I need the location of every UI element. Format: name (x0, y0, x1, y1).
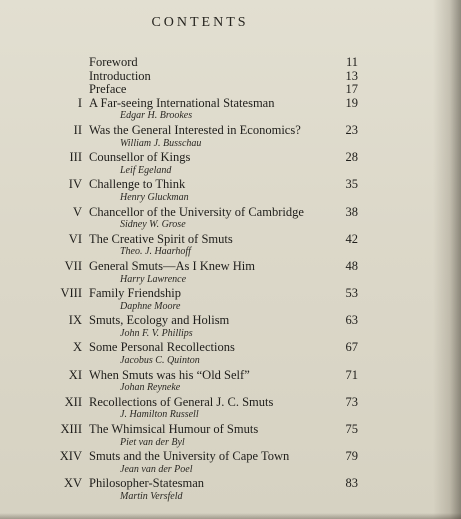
chapter-title: The Creative Spirit of Smuts (89, 231, 233, 246)
chapter-page-number: 48 (345, 258, 358, 273)
chapter-number: XII (64, 394, 82, 409)
binding-shadow (433, 0, 461, 519)
chapter-author: Jacobus C. Quinton (120, 355, 200, 367)
table-of-contents (0, 55, 461, 504)
chapter-author-line (0, 137, 461, 151)
chapter-entry (0, 205, 461, 219)
chapter-page-number: 83 (345, 476, 358, 491)
chapter-number: XI (68, 367, 82, 382)
page-bottom-edge (0, 513, 461, 519)
chapter-title: Smuts, Ecology and Holism (89, 313, 230, 328)
entry-page-number: 17 (345, 82, 358, 97)
chapter-author-line (0, 164, 461, 178)
chapter-entry (0, 476, 461, 490)
chapter-entry (0, 368, 461, 382)
chapter-number: VIII (60, 286, 82, 301)
chapter-title: Chancellor of the University of Cambridge (89, 204, 304, 219)
chapter-author: Leif Egeland (120, 164, 172, 176)
chapter-author-line (0, 191, 461, 205)
entry-title: Foreword (89, 55, 138, 69)
chapter-entry (0, 177, 461, 191)
chapter-author-line (0, 436, 461, 450)
chapter-author-line (0, 408, 461, 422)
chapter-page-number: 75 (345, 422, 358, 437)
chapter-number: XV (63, 476, 82, 491)
chapter-author: J. Hamilton Russell (120, 409, 199, 421)
chapter-author: John F. V. Phillips (120, 327, 193, 339)
chapter-author-line (0, 490, 461, 504)
chapter-page-number: 79 (345, 449, 358, 464)
chapter-entry (0, 96, 461, 110)
chapter-title: Some Personal Recollections (89, 340, 235, 355)
chapter-title: When Smuts was his “Old Self” (89, 367, 250, 382)
chapter-page-number: 73 (345, 394, 358, 409)
chapter-entry (0, 340, 461, 354)
chapter-author: William J. Busschau (120, 137, 202, 149)
chapter-author-line (0, 354, 461, 368)
chapter-number: VI (68, 231, 82, 246)
chapter-title: Smuts and the University of Cape Town (89, 449, 290, 464)
chapter-author-line (0, 273, 461, 287)
entry-page-number: 11 (345, 55, 358, 69)
chapter-page-number: 71 (345, 367, 358, 382)
chapter-author-line (0, 463, 461, 477)
chapter-entry (0, 286, 461, 300)
chapter-author: Daphne Moore (120, 300, 181, 312)
chapter-author: Harry Lawrence (120, 273, 187, 285)
chapter-title: Philosopher-Statesman (89, 476, 205, 491)
chapter-author: Sidney W. Grose (120, 219, 186, 231)
chapter-number: VII (64, 258, 82, 273)
chapter-page-number: 63 (345, 313, 358, 328)
chapter-author: Edgar H. Brookes (120, 110, 193, 122)
chapter-page-number: 23 (345, 122, 358, 137)
chapter-page-number: 67 (345, 340, 358, 355)
chapter-title: Recollections of General J. C. Smuts (89, 394, 274, 409)
chapter-page-number: 28 (345, 150, 358, 165)
chapter-title: General Smuts—As I Knew Him (89, 258, 255, 273)
chapter-page-number: 35 (345, 177, 358, 192)
chapter-entry (0, 123, 461, 137)
chapter-title: Family Friendship (89, 286, 182, 301)
chapter-title: Counsellor of Kings (89, 150, 191, 165)
front-matter-entry (0, 82, 461, 96)
chapter-number: V (72, 204, 82, 219)
chapter-title: Was the General Interested in Economics? (89, 122, 301, 137)
chapter-entry (0, 449, 461, 463)
chapter-author-line (0, 300, 461, 314)
front-matter-entry (0, 55, 461, 69)
chapter-page-number: 53 (345, 286, 358, 301)
chapter-number: X (72, 340, 82, 355)
chapter-author: Henry Gluckman (120, 191, 189, 203)
chapter-entry (0, 150, 461, 164)
chapter-author: Theo. J. Haarhoff (120, 246, 191, 258)
chapter-author-line (0, 381, 461, 395)
chapter-title: The Whimsical Humour of Smuts (89, 422, 259, 437)
chapter-entry (0, 422, 461, 436)
chapter-author: Martin Versfeld (120, 491, 183, 502)
front-matter-entry (0, 69, 461, 83)
entry-title: Introduction (89, 68, 151, 83)
chapter-page-number: 42 (345, 231, 358, 246)
chapter-entry (0, 232, 461, 246)
chapter-author-line (0, 245, 461, 259)
contents-heading: CONTENTS (151, 15, 249, 30)
chapter-author-line (0, 109, 461, 123)
chapter-number: IV (68, 177, 82, 192)
chapter-number: IX (68, 313, 82, 328)
chapter-number: III (69, 150, 82, 165)
entry-title: Preface (89, 82, 127, 97)
chapter-author-line (0, 218, 461, 232)
chapter-page-number: 38 (345, 204, 358, 219)
chapter-author: Johan Reyneke (120, 382, 181, 394)
chapter-title: A Far-seeing International Statesman (89, 95, 275, 110)
chapter-entry (0, 313, 461, 327)
chapter-author-line (0, 327, 461, 341)
chapter-entry (0, 259, 461, 273)
chapter-author: Piet van der Byl (120, 436, 185, 448)
chapter-title: Challenge to Think (89, 177, 186, 192)
chapter-number: I (77, 95, 82, 110)
chapter-entry (0, 395, 461, 409)
chapter-number: II (73, 122, 82, 137)
chapter-number: XIII (60, 422, 82, 437)
chapter-author: Jean van der Poel (120, 463, 193, 475)
chapter-number: XIV (59, 449, 82, 464)
entry-page-number: 13 (345, 68, 358, 83)
chapter-page-number: 19 (345, 95, 358, 110)
